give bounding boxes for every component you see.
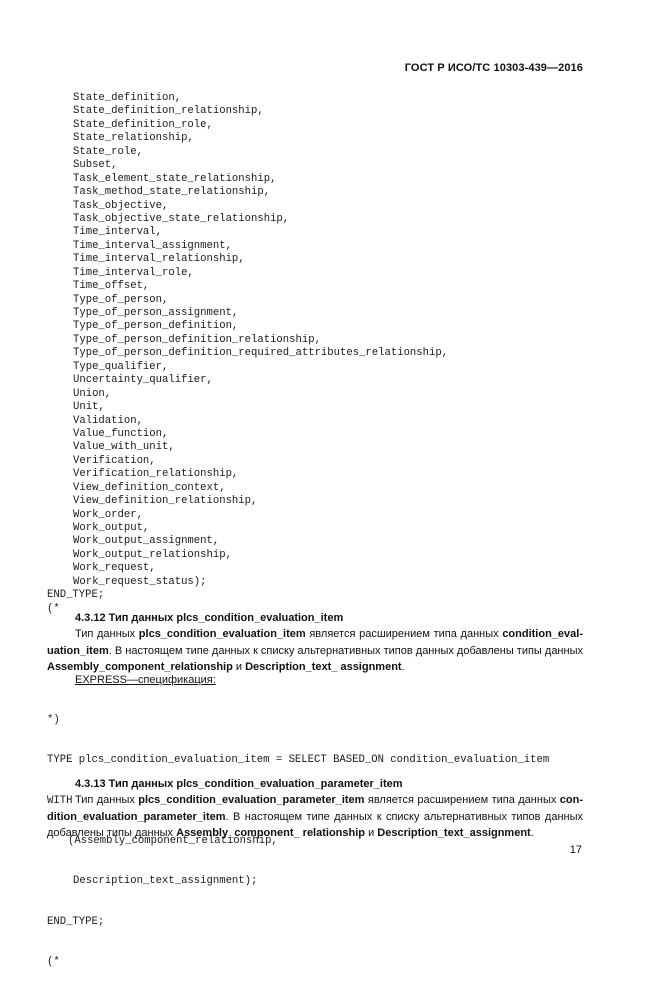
select-item: Task_objective, — [73, 199, 169, 212]
select-item: Work_output_assignment, — [73, 535, 220, 548]
paragraph-4-3-12 — [47, 626, 583, 676]
select-item: Description_text_assignment); — [73, 875, 258, 888]
para-text: Тип данных — [75, 628, 139, 640]
type-name: Description_text_assignment — [377, 827, 531, 839]
para-text: является расширением типа данных — [364, 794, 560, 806]
select-item: Subset, — [73, 159, 118, 172]
select-item: Work_order, — [73, 508, 143, 521]
express-code-block-1 — [47, 92, 607, 616]
comment-open: (* — [47, 602, 60, 615]
para-text: и — [365, 827, 378, 839]
comment-open: (* — [47, 955, 60, 968]
select-item: Task_element_state_relationship, — [73, 172, 277, 185]
select-item: Type_qualifier, — [73, 360, 169, 373]
select-item: View_definition_context, — [73, 481, 226, 494]
select-item: Type_of_person_definition, — [73, 320, 239, 333]
select-item: Value_with_unit, — [73, 441, 175, 454]
para-text: . В настоящем типе данных к списку альтернативных типов данных добавлены типы данных — [108, 644, 583, 657]
select-item: Work_output, — [73, 522, 150, 534]
select-item: Task_objective_state_relationship, — [73, 212, 290, 225]
select-item: Work_request_status); — [73, 575, 207, 588]
select-item: Time_interval_assignment, — [73, 239, 232, 252]
type-name: plcs_condition_evaluation_parameter_item — [138, 794, 365, 806]
select-item: Uncertainty_qualifier, — [73, 374, 213, 387]
paragraph-4-3-13 — [47, 792, 583, 842]
select-item: Time_interval_role, — [73, 266, 194, 279]
comment-close: *) — [47, 713, 60, 726]
para-text: . — [401, 661, 405, 673]
select-item: Type_of_person_definition_relationship, — [73, 333, 321, 346]
para-text: и — [232, 661, 246, 673]
select-item: Type_of_person, — [73, 293, 169, 306]
select-item: State_definition, — [73, 92, 182, 104]
end-type: END_TYPE; — [47, 589, 105, 602]
para-text: . В настоящем типе данных к списку альтернативных типов данных добавлены типы данных — [47, 810, 583, 839]
type-name: Assembly_component_relationship — [47, 661, 233, 673]
select-item: Work_output_relationship, — [73, 548, 232, 561]
select-item: Type_of_person_assignment, — [73, 307, 239, 319]
select-item: Time_interval, — [73, 226, 163, 239]
section-heading-4-3-12: 4.3.12 Тип данных plcs_condition_evaluation_item — [75, 612, 344, 624]
type-declaration: TYPE plcs_condition_evaluation_item = SELECT BASED_ON condition_evaluation_item — [47, 754, 550, 767]
select-item: (Assembly_component_relationship, — [68, 834, 278, 847]
select-item: State_definition_relationship, — [73, 105, 264, 118]
select-item: Union, — [73, 387, 112, 400]
select-item: Time_interval_relationship, — [73, 253, 245, 266]
type-name: con-dition_evaluation_parameter_item — [47, 794, 583, 823]
select-item: Type_of_person_definition_required_attributes_relationship, — [73, 347, 449, 360]
select-item: Unit, — [73, 401, 105, 414]
type-name: Description_text_ assignment — [245, 661, 402, 673]
select-item: State_role, — [73, 145, 143, 158]
select-item: Work_request, — [73, 562, 156, 575]
select-item: Task_method_state_relationship, — [73, 186, 271, 199]
select-item: State_definition_role, — [73, 118, 213, 131]
select-item: State_relationship, — [73, 132, 194, 145]
select-item: View_definition_relationship, — [73, 495, 258, 508]
type-name: plcs_condition_evaluation_item — [138, 628, 306, 640]
end-type: END_TYPE; — [47, 915, 105, 928]
para-text: Тип данных — [75, 794, 139, 806]
select-item: Validation, — [73, 414, 143, 427]
para-text: является расширением типа данных — [305, 628, 503, 640]
page-number: 17 — [569, 844, 582, 856]
with-keyword: WITH — [47, 794, 73, 807]
type-name: Assembly_component_ relationship — [176, 827, 366, 839]
para-text: . — [530, 827, 534, 839]
select-item: Value_function, — [73, 427, 169, 440]
type-name: condition_eval-uation_item — [47, 628, 583, 657]
section-heading-4-3-13: 4.3.13 Тип данных plcs_condition_evaluation_parameter_item — [75, 778, 403, 790]
express-code-block-2 — [47, 687, 607, 996]
select-item: Verification, — [73, 454, 156, 467]
select-item: Time_offset, — [73, 280, 150, 293]
select-item: Verification_relationship, — [73, 468, 239, 481]
standard-header: ГОСТ Р ИСО/ТС 10303-439—2016 — [404, 62, 583, 74]
express-spec-label: EXPRESS—спецификация: — [75, 674, 216, 686]
